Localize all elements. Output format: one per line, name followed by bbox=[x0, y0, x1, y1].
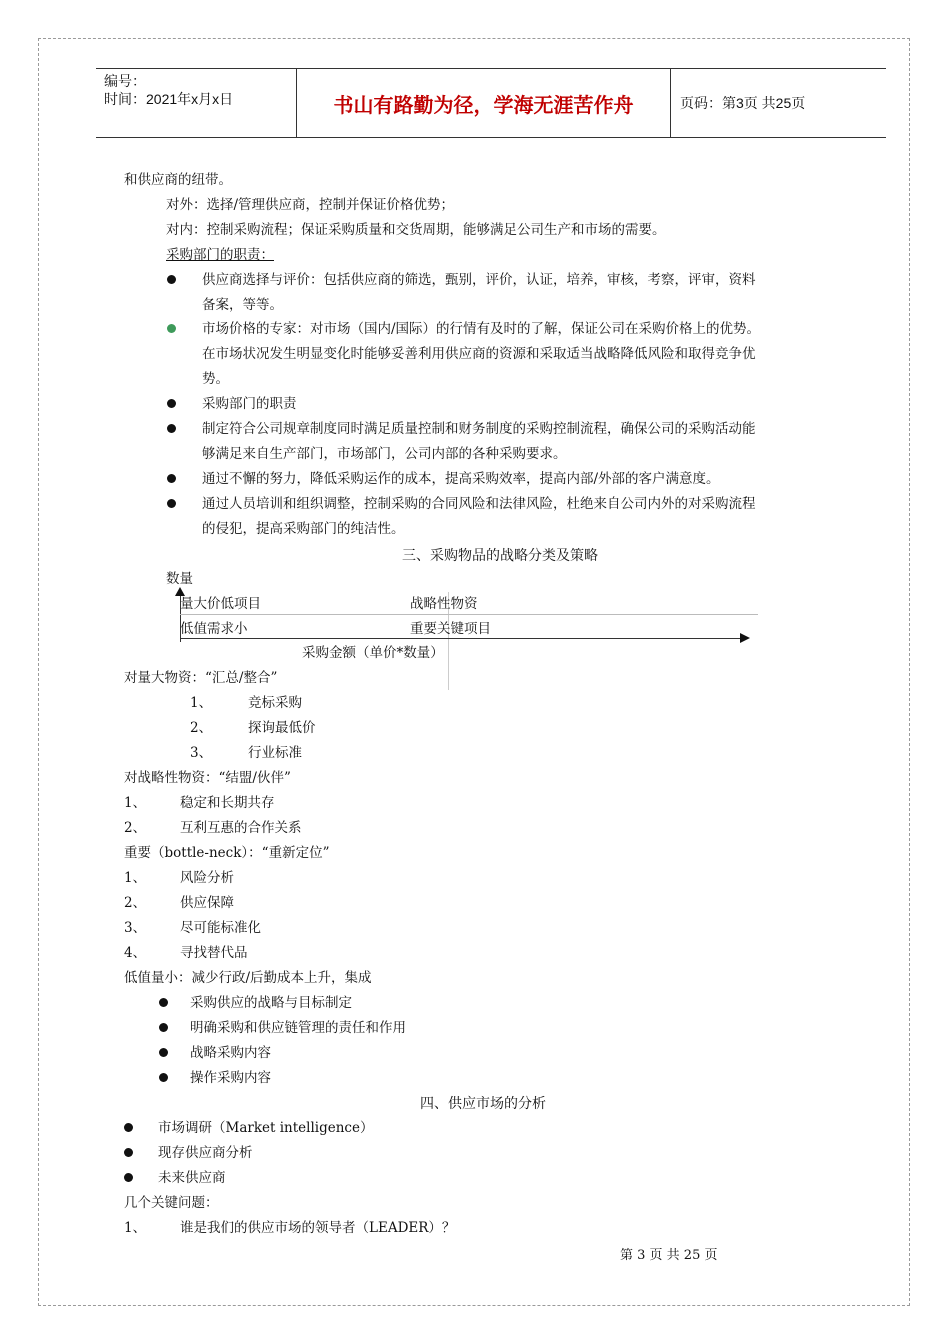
list-item: 谁是我们的供应市场的领导者（LEADER）？ bbox=[180, 1220, 456, 1236]
bullet-icon bbox=[159, 1048, 168, 1057]
item-number: 3、 bbox=[124, 920, 147, 936]
list-item-cont: 够满足来自生产部门，市场部门，公司内部的各种采购要求。 bbox=[202, 446, 567, 462]
quadrant-x-label: 采购金额（单价*数量） bbox=[302, 645, 444, 661]
quadrant-divider bbox=[180, 614, 758, 615]
list-item: 行业标准 bbox=[248, 745, 302, 761]
list-item: 战略采购内容 bbox=[190, 1045, 271, 1061]
list-item: 尽可能标准化 bbox=[180, 920, 261, 936]
text-line: 和供应商的纽带。 bbox=[124, 172, 232, 188]
item-number: 2、 bbox=[124, 895, 147, 911]
bullet-icon bbox=[167, 499, 176, 508]
list-item: 探询最低价 bbox=[248, 720, 316, 736]
item-number: 1、 bbox=[124, 795, 147, 811]
bullet-icon bbox=[167, 324, 176, 333]
list-item: 供应商选择与评价：包括供应商的筛选，甄别，评价，认证，培养，审核，考察，评审，资料 bbox=[202, 272, 756, 288]
bullet-icon bbox=[124, 1173, 133, 1182]
bullet-icon bbox=[159, 1023, 168, 1032]
quadrant-y-label: 数量 bbox=[166, 571, 193, 587]
list-item-cont: 备案，等等。 bbox=[202, 297, 283, 313]
text-line: 对外：选择/管理供应商，控制并保证价格优势； bbox=[166, 197, 455, 213]
item-number: 2、 bbox=[190, 720, 213, 736]
number-label: 编号： bbox=[104, 73, 146, 89]
list-item: 现存供应商分析 bbox=[158, 1145, 253, 1161]
list-item: 未来供应商 bbox=[158, 1170, 226, 1186]
item-number: 1、 bbox=[124, 1220, 147, 1236]
bullet-icon bbox=[167, 275, 176, 284]
list-item: 互利互惠的合作关系 bbox=[180, 820, 302, 836]
page-footer: 第 3 页 共 25 页 bbox=[620, 1248, 718, 1263]
item-number: 3、 bbox=[190, 745, 213, 761]
list-item: 采购供应的战略与目标制定 bbox=[190, 995, 352, 1011]
list-item-cont: 在市场状况发生明显变化时能够妥善利用供应商的资源和采取适当战略降低风险和取得竞争优 bbox=[202, 346, 756, 362]
quadrant-top-right: 战略性物资 bbox=[410, 596, 478, 612]
bullet-icon bbox=[167, 474, 176, 483]
list-item: 竞标采购 bbox=[248, 695, 302, 711]
list-item: 市场价格的专家：对市场（国内/国际）的行情有及时的了解，保证公司在采购价格上的优势。 bbox=[202, 321, 761, 337]
list-item: 通过人员培训和组织调整，控制采购的合同风险和法律风险，杜绝来自公司内外的对采购流程 bbox=[202, 496, 756, 512]
time-label: 时间：2021年x月x日 bbox=[104, 91, 234, 107]
header-motto: 书山有路勤为径，学海无涯苦作舟 bbox=[333, 92, 634, 117]
quadrant-bottom-left: 低值需求小 bbox=[180, 621, 248, 637]
list-item: 采购部门的职责 bbox=[202, 396, 297, 412]
list-item: 通过不懈的努力，降低采购运作的成本，提高采购效率，提高内部/外部的客户满意度。 bbox=[202, 471, 720, 487]
bullet-icon bbox=[124, 1123, 133, 1132]
subheading: 采购部门的职责： bbox=[166, 247, 274, 263]
section-heading: 四、供应市场的分析 bbox=[420, 1096, 546, 1112]
quadrant-bottom-right: 重要关键项目 bbox=[410, 621, 491, 637]
list-item: 寻找替代品 bbox=[180, 945, 248, 961]
item-number: 1、 bbox=[124, 870, 147, 886]
list-item: 操作采购内容 bbox=[190, 1070, 271, 1086]
bullet-icon bbox=[167, 424, 176, 433]
list-item: 供应保障 bbox=[180, 895, 234, 911]
bullet-icon bbox=[167, 399, 176, 408]
text-line: 几个关键问题： bbox=[124, 1195, 219, 1211]
item-number: 2、 bbox=[124, 820, 147, 836]
page-header bbox=[96, 68, 886, 138]
list-item-cont: 的侵犯，提高采购部门的纯洁性。 bbox=[202, 521, 405, 537]
header-divider bbox=[670, 69, 671, 137]
strategy-heading: 低值量小：减少行政/后勤成本上升，集成 bbox=[124, 970, 372, 986]
list-item: 风险分析 bbox=[180, 870, 234, 886]
list-item: 稳定和长期共存 bbox=[180, 795, 275, 811]
item-number: 4、 bbox=[124, 945, 147, 961]
list-item: 市场调研（Market intelligence） bbox=[158, 1120, 374, 1136]
bullet-icon bbox=[159, 1073, 168, 1082]
item-number: 1、 bbox=[190, 695, 213, 711]
bullet-icon bbox=[159, 998, 168, 1007]
section-heading: 三、采购物品的战略分类及策略 bbox=[402, 548, 598, 564]
header-meta bbox=[96, 69, 296, 137]
text-line: 对内：控制采购流程；保证采购质量和交货周期，能够满足公司生产和市场的需要。 bbox=[166, 222, 666, 238]
header-page-info: 页码：第3页 共25页 bbox=[680, 95, 806, 111]
list-item: 制定符合公司规章制度同时满足质量控制和财务制度的采购控制流程，确保公司的采购活动能 bbox=[202, 421, 756, 437]
list-item: 明确采购和供应链管理的责任和作用 bbox=[190, 1020, 406, 1036]
quadrant-top-left: 量大价低项目 bbox=[180, 596, 261, 612]
strategy-heading: 对战略性物资：“结盟/伙伴” bbox=[124, 770, 291, 786]
strategy-heading: 重要（bottle-neck）：“重新定位” bbox=[124, 845, 330, 861]
arrow-right-icon bbox=[740, 633, 750, 643]
strategy-heading: 对量大物资：“汇总/整合” bbox=[124, 670, 278, 686]
list-item-cont: 势。 bbox=[202, 371, 229, 387]
bullet-icon bbox=[124, 1148, 133, 1157]
